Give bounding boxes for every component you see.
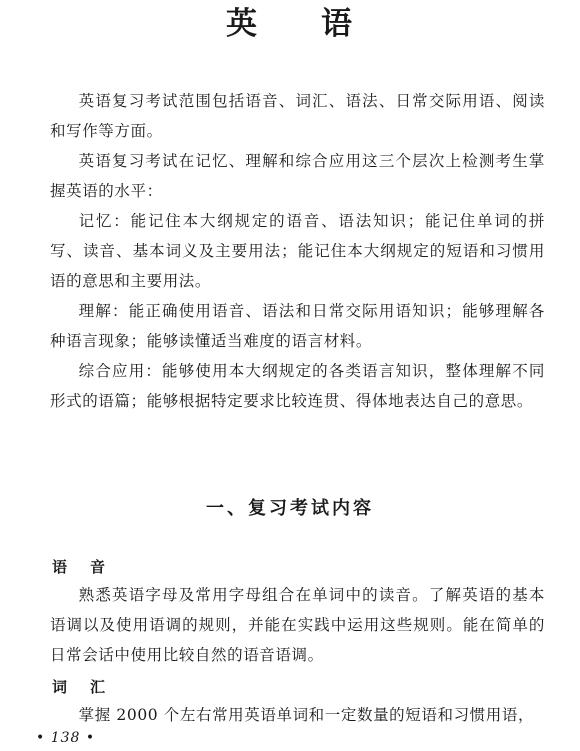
pronunciation-section [50, 580, 545, 670]
vocabulary-section [50, 700, 545, 730]
subheading-vocabulary: 词 汇 [52, 678, 110, 696]
intro-paragraph-levels: 英语复习考试在记忆、理解和综合应用这三个层次上检测考生掌握英语的水平： [50, 152, 545, 200]
intro-paragraph-understanding: 理解：能正确使用语音、语法和日常交际用语知识；能够理解各种语言现象；能够读懂适当难度的语言材料。 [50, 302, 545, 350]
section-heading: 一、复习考试内容 [206, 498, 374, 519]
pronunciation-paragraph: 熟悉英语字母及常用字母组合在单词中的读音。了解英语的基本语调以及使用语调的规则，并能在实践中运用这些规则。能在简单的日常会话中使用比较自然的语音语调。 [50, 586, 545, 664]
intro-section [50, 86, 545, 416]
intro-paragraph-memory: 记忆：能记住本大纲规定的语音、语法知识；能记住单词的拼写、读音、基本词义及主要用法；能记住本大纲规定的短语和习惯用语的意思和主要用法。 [50, 212, 545, 290]
vocabulary-paragraph: 掌握 2000 个左右常用英语单词和一定数量的短语和习惯用语， [78, 706, 535, 724]
title-char-yu: 语 [321, 6, 354, 42]
page-number: • 138 • [36, 730, 96, 746]
intro-paragraph-application: 综合应用：能够使用本大纲规定的各类语言知识，整体理解不同形式的语篇；能够根据特定要求比较连贯、得体地表达自己的意思。 [50, 362, 545, 410]
page-title [0, 4, 580, 44]
subheading-pronunciation: 语 音 [52, 558, 110, 576]
intro-paragraph-scope: 英语复习考试范围包括语音、词汇、语法、日常交际用语、阅读和写作等方面。 [50, 92, 545, 140]
title-char-ying: 英 [226, 6, 259, 42]
